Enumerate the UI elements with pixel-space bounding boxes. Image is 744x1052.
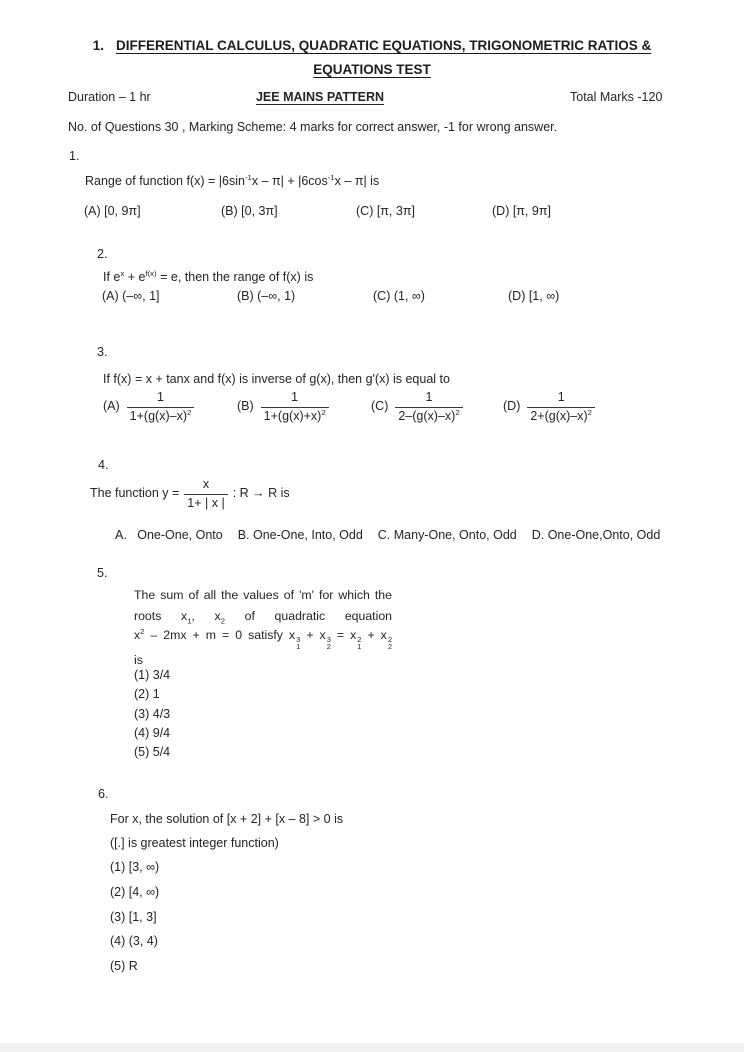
question-4-option-c: C. Many-One, Onto, Odd <box>377 528 517 542</box>
question-4-option-d: D. One-One,Onto, Odd <box>531 528 661 542</box>
question-2-option-c: (C) (1, ∞) <box>373 289 425 303</box>
fraction-numerator: 1 <box>557 390 565 404</box>
test-title-text-line1: DIFFERENTIAL CALCULUS, QUADRATIC EQUATIONS, TRIGONOMETRIC RATIOS & <box>116 38 652 53</box>
fraction-numerator: 1 <box>157 390 164 404</box>
question-6-options <box>110 855 159 979</box>
test-title-number: 1. <box>92 38 105 53</box>
exam-pattern-label: JEE MAINS PATTERN <box>255 90 385 104</box>
question-5-text-line2: roots $x_1$, $x_2$ of quadratic equation <box>134 608 393 626</box>
fraction-numerator: x <box>202 477 210 491</box>
question-4-options <box>115 528 660 544</box>
question-1-text: Range of function $f(x) = |6\sin^{-1}x - \pi| + |6\cos^{-1}x - \pi|$ is <box>85 172 380 188</box>
question-5-option-5: (5) 5/4 <box>134 745 171 760</box>
marking-scheme-line: No. of Questions 30 , Marking Scheme: 4 marks for correct answer, -1 for wrong answer. <box>68 120 558 134</box>
question-2-number: 2. <box>97 247 108 261</box>
fraction <box>184 477 227 511</box>
question-1-number: 1. <box>69 149 80 163</box>
fraction-denominator: $2-(g(x)-x)^2$ <box>395 407 462 425</box>
option-label: (C) <box>371 399 389 414</box>
question-3-option-c <box>371 390 463 424</box>
question-2-text: If $e^x + e^{f(x)} = e$, then the range of f(x) is <box>103 268 314 284</box>
question-3-option-b <box>237 390 329 424</box>
fraction <box>527 390 595 424</box>
duration-label: Duration – 1 hr <box>68 90 151 104</box>
fraction-denominator: $2+(g(x)-x)^2$ <box>527 407 595 425</box>
fraction <box>127 390 195 424</box>
question-6-option-1: (1) [3, ∞) <box>110 860 160 874</box>
question-5-option-4: (4) 9/4 <box>134 725 171 740</box>
option-label: (D) <box>503 399 521 414</box>
question-3-option-d <box>503 390 595 424</box>
question-5-number: 5. <box>97 566 108 580</box>
question-2-option-d: (D) [1, ∞) <box>508 289 560 303</box>
total-marks-label: Total Marks -120 <box>570 90 663 104</box>
question-3-option-a <box>103 390 194 424</box>
question-5-text-line3: $x^2 - 2mx + m = 0$ satisfy x 3 1 + x 3 2 = x 2 1 + x 2 2 <box>134 627 392 651</box>
question-3-text: If f(x) = x + tanx and f(x) is inverse of g(x), then g'(x) is equal to <box>103 372 450 386</box>
option-label: (A) <box>103 399 120 414</box>
fraction-numerator: 1 <box>291 390 299 404</box>
question-5-text-line1: The sum of all the values of 'm' for which the <box>134 588 392 602</box>
question-4-text-prefix: The function y = <box>90 486 180 501</box>
test-title-line2 <box>0 58 744 82</box>
fraction-denominator: 1+ | x | <box>184 494 227 512</box>
question-5-text <box>134 585 392 671</box>
question-2-option-b: (B) (–∞, 1) <box>237 289 296 303</box>
question-6-option-4: (4) (3, 4) <box>110 934 158 949</box>
question-5-option-2: (2) 1 <box>134 687 160 702</box>
question-5-text-line4: is <box>134 653 143 668</box>
question-2-option-a: (A) (–∞, 1] <box>102 289 160 303</box>
question-6-note: ([.] is greatest integer function) <box>110 836 279 850</box>
option-label: (B) <box>237 399 254 414</box>
question-4-option-b: B. One-One, Into, Odd <box>237 528 363 542</box>
question-4-text <box>90 477 290 511</box>
page-bottom-edge <box>0 1043 744 1052</box>
question-1-option-d: (D) [π, 9π] <box>492 204 551 218</box>
question-6-option-2: (2) [4, ∞) <box>110 884 160 899</box>
question-1-option-c: (C) [π, 3π] <box>356 204 415 218</box>
question-6-number: 6. <box>98 787 109 801</box>
fraction <box>261 390 329 424</box>
question-3-number: 3. <box>97 345 108 359</box>
question-1-option-a: (A) [0, 9π] <box>84 204 141 218</box>
question-4-option-a: A. One-One, Onto <box>115 528 223 542</box>
test-title-text-line2: EQUATIONS TEST <box>313 62 431 77</box>
question-1-option-b: (B) [0, 3π] <box>221 204 278 218</box>
question-6-option-5: (5) R <box>110 959 138 974</box>
test-title-line1 <box>0 34 744 58</box>
test-title <box>0 34 744 82</box>
question-4-number: 4. <box>98 458 109 472</box>
fraction <box>395 390 462 424</box>
fraction-denominator: $1+(g(x)-x)^2$ <box>127 407 195 425</box>
question-6-option-3: (3) [1, 3] <box>110 909 157 924</box>
question-5-options <box>134 666 170 762</box>
question-5-option-3: (3) 4/3 <box>134 706 171 721</box>
fraction-numerator: 1 <box>425 390 433 404</box>
question-6-text: For x, the solution of [x + 2] + [x – 8] > 0 is <box>110 812 344 826</box>
question-4-text-suffix: : R → R is <box>232 486 290 501</box>
fraction-denominator: $1+(g(x)+x)^2$ <box>261 407 329 425</box>
question-5-option-1: (1) 3/4 <box>134 668 171 682</box>
